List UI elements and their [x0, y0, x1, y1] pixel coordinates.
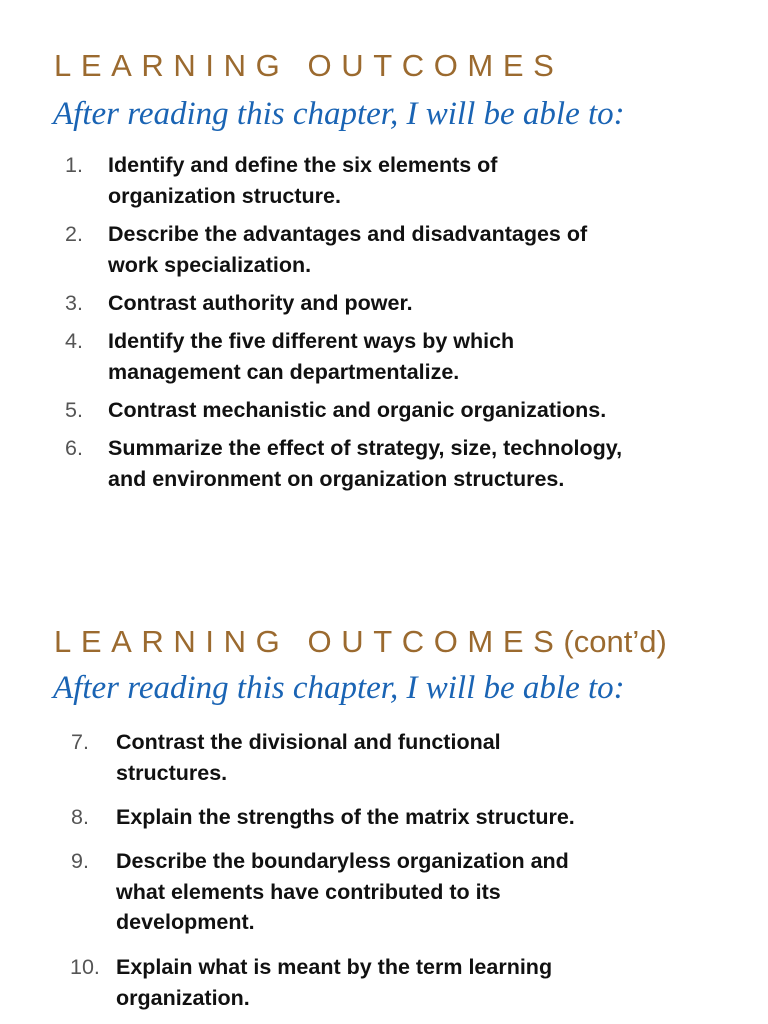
item-text-line: Identify and define the six elements of: [108, 153, 498, 177]
section-subheading: After reading this chapter, I will be able to:: [53, 670, 625, 706]
item-number: 5.: [65, 398, 83, 422]
item-number: 10.: [70, 955, 100, 979]
item-text-line: and environment on organization structures.: [108, 466, 565, 491]
item-text-line: Contrast the divisional and functional: [116, 730, 501, 754]
item-text-line: management can departmentalize.: [108, 359, 460, 384]
item-text-line: structures.: [116, 760, 228, 785]
item-number: 2.: [65, 222, 83, 246]
item-text-line: organization.: [116, 985, 250, 1010]
item-number: 9.: [71, 849, 89, 873]
list-item: [71, 727, 501, 788]
item-text-line: Describe the boundaryless organization and: [116, 849, 569, 873]
list-item: [65, 433, 623, 494]
list-item: [65, 395, 607, 426]
section-heading: [54, 48, 563, 84]
item-number: 3.: [65, 291, 83, 315]
list-item: [65, 219, 588, 280]
section-heading: [54, 624, 667, 660]
item-number: 7.: [71, 730, 89, 754]
item-number: 8.: [71, 805, 89, 829]
item-text-line: Explain the strengths of the matrix structure.: [116, 805, 575, 829]
item-text-line: organization structure.: [108, 183, 341, 208]
item-text-line: Contrast mechanistic and organic organizations.: [108, 398, 607, 422]
list-item: [71, 846, 569, 938]
section-subheading: After reading this chapter, I will be able to:: [53, 96, 625, 132]
list-item: [65, 150, 498, 211]
item-text-line: Summarize the effect of strategy, size, technology,: [108, 436, 623, 460]
item-text-line: development.: [116, 910, 255, 934]
heading-suffix: (cont’d): [563, 624, 667, 659]
item-text-line: Describe the advantages and disadvantages of: [108, 222, 588, 246]
item-text-line: Identify the five different ways by which: [108, 329, 515, 353]
item-number: 6.: [65, 436, 83, 460]
list-item: [71, 802, 575, 833]
item-text-line: work specialization.: [108, 252, 312, 277]
list-item: [65, 326, 515, 387]
item-text-line: Contrast authority and power.: [108, 291, 413, 315]
heading-text: LEARNING OUTCOMES: [54, 624, 564, 659]
item-text-line: what elements have contributed to its: [116, 879, 501, 904]
heading-text: LEARNING OUTCOMES: [54, 48, 564, 83]
list-item: [70, 952, 553, 1013]
item-number: 1.: [65, 153, 83, 177]
item-text-line: Explain what is meant by the term learning: [116, 955, 553, 979]
item-number: 4.: [65, 329, 83, 353]
list-item: [65, 288, 413, 319]
